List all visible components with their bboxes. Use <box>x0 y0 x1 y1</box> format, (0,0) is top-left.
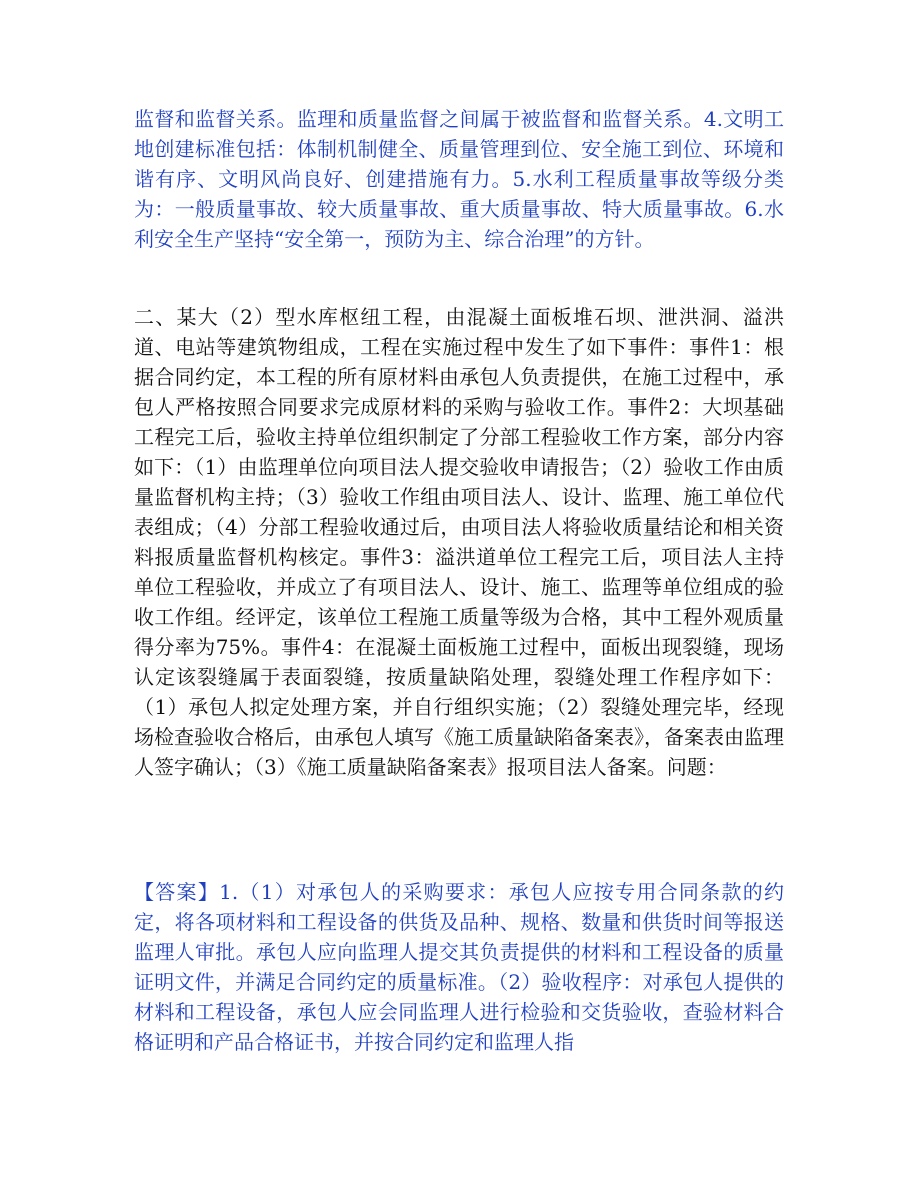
question-paragraph: 二、某大（2）型水库枢纽工程，由混凝土面板堆石坝、泄洪洞、溢洪道、电站等建筑物组成，工程在实施过程中发生了如下事件：事件1：根据合同约定，本工程的所有原材料由承包人负责提供，在施工过程中，承包人严格按照合同要求完成原材料的采购与验收工作。事件2：大坝基础工程完工后，验收主持单位组织制定了分部工程验收工作方案，部分内容如下：（1）由监理单位向项目法人提交验收申请报告；（2）验收工作由质量监督机构主持；（3）验收工作组由项目法人、设计、监理、施工单位代表组成；（4）分部工程验收通过后，由项目法人将验收质量结论和相关资料报质量监督机构核定。事件3：溢洪道单位工程完工后，项目法人主持单位工程验收，并成立了有项目法人、设计、施工、监理等单位组成的验收工作组。经评定，该单位工程施工质量等级为合格，其中工程外观质量得分率为75%。事件4：在混凝土面板施工过程中，面板出现裂缝，现场认定该裂缝属于表面裂缝，按质量缺陷处理，裂缝处理工作程序如下：（1）承包人拟定处理方案，并自行组织实施；（2）裂缝处理完毕，经现场检查验收合格后，由承包人填写《施工质量缺陷备案表》，备案表由监理人签字确认；（3）《施工质量缺陷备案表》报项目法人备案。问题： <box>134 305 784 779</box>
answer-paragraph: 【答案】1.（1）对承包人的采购要求：承包人应按专用合同条款的约定，将各项材料和工程设备的供货及品种、规格、数量和供货时间等报送监理人审批。承包人应向监理人提交其负责提供的材料和工程设备的质量证明文件，并满足合同约定的质量标准。（2）验收程序：对承包人提供的材料和工程设备，承包人应会同监理人进行检验和交货验收，查验材料合格证明和产品合格证书，并按合同约定和监理人指 <box>134 880 784 1054</box>
answer-continuation-paragraph: 监督和监督关系。监理和质量监督之间属于被监督和监督关系。4.文明工地创建标准包括：体制机制健全、质量管理到位、安全施工到位、环境和谐有序、文明风尚良好、创建措施有力。5.水利工程质量事故等级分类为：一般质量事故、较大质量事故、重大质量事故、特大质量事故。6.水利安全生产坚持“安全第一，预防为主、综合治理”的方针。 <box>134 107 784 251</box>
